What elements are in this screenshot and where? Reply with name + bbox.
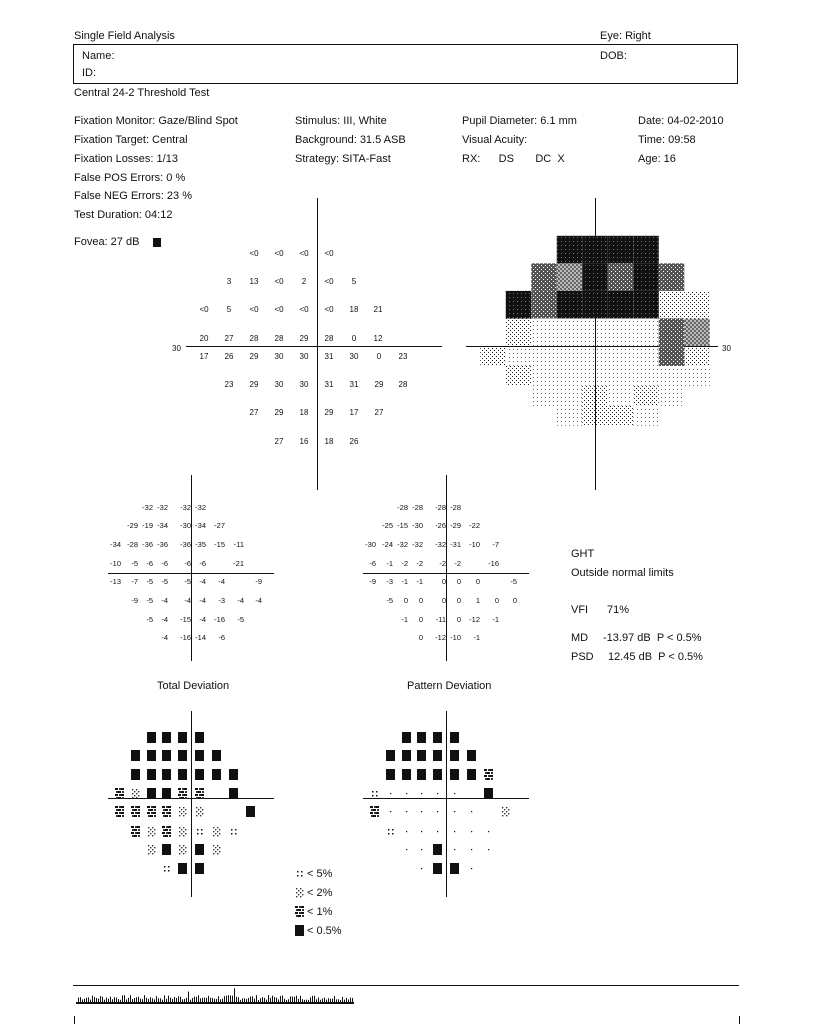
- deviation-value: -6: [161, 559, 168, 568]
- deviation-value: -1: [386, 559, 393, 568]
- deviation-value: -16: [180, 633, 191, 642]
- deviation-value: -6: [199, 559, 206, 568]
- deviation-value: -30: [365, 540, 376, 549]
- threshold-value: 31: [324, 380, 334, 389]
- deviation-value: -30: [412, 521, 423, 530]
- deviation-value: 0: [441, 577, 446, 586]
- threshold-value: 2: [301, 277, 307, 286]
- threshold-value: 29: [374, 380, 384, 389]
- name-field: Name:: [82, 50, 115, 62]
- threshold-value: 30: [349, 352, 359, 361]
- deviation-value: -1: [416, 577, 423, 586]
- info-date: Date: 04-02-2010: [638, 115, 724, 127]
- deviation-value: -35: [195, 540, 206, 549]
- threshold-value: <0: [274, 249, 284, 258]
- dob-field: DOB:: [600, 50, 627, 62]
- report-title: Single Field Analysis: [74, 30, 175, 42]
- deviation-value: -5: [146, 596, 153, 605]
- deviation-value: 0: [418, 633, 423, 642]
- deviation-value: -4: [237, 596, 244, 605]
- threshold-value: 29: [324, 408, 334, 417]
- info-rx: RX: DS DC X: [462, 153, 565, 165]
- threshold-value: 28: [398, 380, 408, 389]
- threshold-value: 30: [299, 352, 309, 361]
- deviation-value: -5: [146, 615, 153, 624]
- deviation-value: -4: [184, 596, 191, 605]
- info-age: Age: 16: [638, 153, 676, 165]
- info-strategy: Strategy: SITA-Fast: [295, 153, 391, 165]
- threshold-value: 28: [274, 334, 284, 343]
- threshold-value: 5: [351, 277, 357, 286]
- deviation-value: -10: [469, 540, 480, 549]
- deviation-value: -36: [157, 540, 168, 549]
- deviation-value: 0: [456, 596, 461, 605]
- eye-label: Eye: Right: [600, 30, 651, 42]
- info-pupil: Pupil Diameter: 6.1 mm: [462, 115, 577, 127]
- threshold-value: 26: [224, 352, 234, 361]
- deviation-value: -1: [401, 577, 408, 586]
- deviation-value: -28: [450, 503, 461, 512]
- deviation-value: -24: [382, 540, 393, 549]
- deviation-value: -32: [142, 503, 153, 512]
- deviation-value: -16: [488, 559, 499, 568]
- deviation-value: -16: [214, 615, 225, 624]
- deviation-value: -4: [199, 615, 206, 624]
- deviation-value: -22: [469, 521, 480, 530]
- deviation-value: -25: [382, 521, 393, 530]
- threshold-value: 18: [349, 305, 359, 314]
- threshold-value: 3: [226, 277, 232, 286]
- deviation-value: 0: [418, 615, 423, 624]
- deviation-value: -5: [237, 615, 244, 624]
- legend-2: < 2%: [307, 887, 333, 899]
- deviation-value: -32: [412, 540, 423, 549]
- id-field: ID:: [82, 67, 97, 79]
- deviation-value: -30: [180, 521, 191, 530]
- deviation-value: -5: [131, 559, 138, 568]
- info-false-pos: False POS Errors: 0 %: [74, 172, 186, 184]
- threshold-value: <0: [274, 277, 284, 286]
- deviation-value: -4: [161, 633, 168, 642]
- pattern-deviation-title: Pattern Deviation: [407, 680, 492, 692]
- deviation-value: 0: [456, 577, 461, 586]
- deviation-value: -6: [146, 559, 153, 568]
- deviation-value: 0: [418, 596, 423, 605]
- threshold-value: 17: [199, 352, 209, 361]
- deviation-value: -21: [233, 559, 244, 568]
- deviation-value: -9: [255, 577, 262, 586]
- deviation-value: -28: [127, 540, 138, 549]
- threshold-value: 29: [249, 380, 259, 389]
- deviation-value: 0: [456, 615, 461, 624]
- deviation-value: -28: [412, 503, 423, 512]
- deviation-value: -27: [214, 521, 225, 530]
- deviation-value: -10: [110, 559, 121, 568]
- legend-5: < 5%: [307, 868, 333, 880]
- deviation-value: -28: [435, 503, 446, 512]
- threshold-value: 30: [299, 380, 309, 389]
- deviation-value: -5: [386, 596, 393, 605]
- info-test-duration: Test Duration: 04:12: [74, 209, 173, 221]
- threshold-value: 30: [274, 352, 284, 361]
- threshold-value: 26: [349, 437, 359, 446]
- deviation-value: -1: [401, 615, 408, 624]
- deviation-value: -9: [369, 577, 376, 586]
- md-label: MD: [571, 632, 589, 644]
- test-name: Central 24-2 Threshold Test: [74, 87, 210, 99]
- deviation-value: -29: [450, 521, 461, 530]
- deviation-value: -7: [131, 577, 138, 586]
- deviation-value: -32: [157, 503, 168, 512]
- threshold-value: <0: [274, 305, 284, 314]
- threshold-value: 29: [274, 408, 284, 417]
- deviation-value: -5: [161, 577, 168, 586]
- info-fixation-target: Fixation Target: Central: [74, 134, 188, 146]
- threshold-value: 0: [351, 334, 357, 343]
- deviation-value: -19: [142, 521, 153, 530]
- legend-1: < 1%: [307, 906, 333, 918]
- threshold-value: 31: [324, 352, 334, 361]
- deviation-value: -4: [199, 577, 206, 586]
- md-value: -13.97 dB P < 0.5%: [603, 632, 702, 644]
- deviation-value: -9: [131, 596, 138, 605]
- deviation-value: -13: [110, 577, 121, 586]
- deviation-value: 0: [494, 596, 499, 605]
- deviation-value: -6: [184, 559, 191, 568]
- threshold-value: 17: [349, 408, 359, 417]
- threshold-value: <0: [199, 305, 209, 314]
- deviation-value: -15: [214, 540, 225, 549]
- deviation-value: -2: [401, 559, 408, 568]
- info-acuity: Visual Acuity:: [462, 134, 528, 146]
- deviation-value: -12: [469, 615, 480, 624]
- info-fixation-losses: Fixation Losses: 1/13: [74, 153, 178, 165]
- threshold-value: 28: [249, 334, 259, 343]
- threshold-value: 0: [376, 352, 382, 361]
- deviation-value: 0: [512, 596, 517, 605]
- deviation-value: -36: [142, 540, 153, 549]
- deviation-value: -26: [435, 521, 446, 530]
- total-deviation-title: Total Deviation: [157, 680, 230, 692]
- deviation-value: -29: [127, 521, 138, 530]
- info-fixation-monitor: Fixation Monitor: Gaze/Blind Spot: [74, 115, 238, 127]
- deviation-value: -32: [397, 540, 408, 549]
- threshold-value: 18: [324, 437, 334, 446]
- deviation-value: -2: [439, 559, 446, 568]
- deviation-value: -6: [369, 559, 376, 568]
- threshold-value: 5: [226, 305, 232, 314]
- threshold-value: 21: [373, 305, 383, 314]
- deviation-value: -2: [454, 559, 461, 568]
- threshold-value: 30: [274, 380, 284, 389]
- deviation-value: -4: [255, 596, 262, 605]
- deviation-value: -5: [184, 577, 191, 586]
- threshold-value: <0: [299, 249, 309, 258]
- deviation-value: -6: [218, 633, 225, 642]
- legend-05: < 0.5%: [307, 925, 342, 937]
- threshold-value: 28: [324, 334, 334, 343]
- threshold-value: <0: [299, 305, 309, 314]
- deviation-value: -15: [397, 521, 408, 530]
- deviation-value: -10: [450, 633, 461, 642]
- deviation-value: -12: [435, 633, 446, 642]
- info-stimulus: Stimulus: III, White: [295, 115, 387, 127]
- deviation-value: -4: [199, 596, 206, 605]
- deviation-value: -11: [233, 540, 244, 549]
- deviation-value: -32: [195, 503, 206, 512]
- threshold-value: 12: [373, 334, 383, 343]
- deviation-value: -34: [157, 521, 168, 530]
- ght-label: GHT: [571, 548, 595, 560]
- deviation-value: -32: [435, 540, 446, 549]
- deviation-value: -3: [386, 577, 393, 586]
- deviation-value: -11: [435, 615, 446, 624]
- threshold-value: <0: [249, 305, 259, 314]
- info-false-neg: False NEG Errors: 23 %: [74, 190, 192, 202]
- threshold-value: 27: [249, 408, 259, 417]
- threshold-value: <0: [324, 277, 334, 286]
- threshold-value: 18: [299, 408, 309, 417]
- deviation-value: 0: [441, 596, 446, 605]
- deviation-value: -4: [218, 577, 225, 586]
- threshold-axis-30: 30: [172, 344, 181, 353]
- deviation-value: -28: [397, 503, 408, 512]
- deviation-value: -34: [195, 521, 206, 530]
- threshold-value: 29: [299, 334, 309, 343]
- deviation-value: 0: [475, 577, 480, 586]
- threshold-value: 31: [349, 380, 359, 389]
- psd-label: PSD: [571, 651, 594, 663]
- threshold-value: <0: [324, 249, 334, 258]
- deviation-value: -1: [492, 615, 499, 624]
- fovea-value: Fovea: 27 dB: [74, 236, 140, 248]
- threshold-value: 23: [398, 352, 408, 361]
- threshold-value: 20: [199, 334, 209, 343]
- deviation-value: 1: [475, 596, 480, 605]
- info-time: Time: 09:58: [638, 134, 696, 146]
- threshold-value: <0: [249, 249, 259, 258]
- deviation-value: -2: [416, 559, 423, 568]
- deviation-value: -5: [146, 577, 153, 586]
- deviation-value: -15: [180, 615, 191, 624]
- threshold-value: 27: [374, 408, 384, 417]
- deviation-value: -4: [161, 596, 168, 605]
- threshold-value: 16: [299, 437, 309, 446]
- gaze-trace: [76, 988, 354, 1004]
- threshold-value: 27: [224, 334, 234, 343]
- deviation-value: -32: [180, 503, 191, 512]
- vfi-label: VFI: [571, 604, 589, 616]
- deviation-value: -14: [195, 633, 206, 642]
- deviation-value: -1: [473, 633, 480, 642]
- deviation-value: -3: [218, 596, 225, 605]
- deviation-value: -31: [450, 540, 461, 549]
- threshold-value: 23: [224, 380, 234, 389]
- deviation-value: -36: [180, 540, 191, 549]
- threshold-value: <0: [324, 305, 334, 314]
- deviation-value: -34: [110, 540, 121, 549]
- ght-value: Outside normal limits: [571, 567, 674, 579]
- vfi-value: 71%: [607, 604, 630, 616]
- threshold-value: 29: [249, 352, 259, 361]
- deviation-value: -4: [161, 615, 168, 624]
- deviation-value: -7: [492, 540, 499, 549]
- deviation-value: -5: [510, 577, 517, 586]
- threshold-value: 13: [249, 277, 259, 286]
- threshold-value: 27: [274, 437, 284, 446]
- info-background: Background: 31.5 ASB: [295, 134, 406, 146]
- deviation-value: 0: [403, 596, 408, 605]
- psd-value: 12.45 dB P < 0.5%: [608, 651, 703, 663]
- grayscale-axis-30: 30: [722, 344, 731, 353]
